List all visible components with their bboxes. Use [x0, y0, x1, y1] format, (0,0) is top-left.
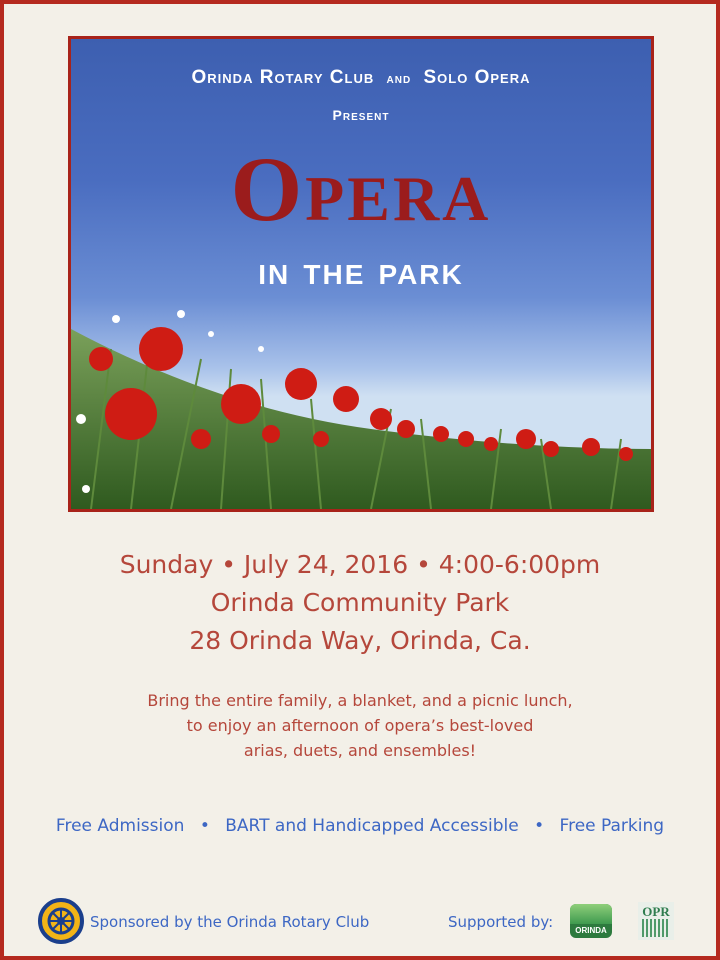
event-description: [4, 688, 716, 763]
separator-dot: •: [534, 816, 545, 836]
description-line: arias, duets, and ensembles!: [243, 741, 477, 760]
rotary-logo-icon: [38, 898, 84, 944]
perk-free-parking: Free Parking: [559, 816, 665, 836]
poppy-field-image: [71, 289, 651, 509]
footer: [38, 896, 678, 946]
description-line: Bring the entire family, a blanket, and a picnic lunch,: [147, 691, 573, 710]
event-address: 28 Orinda Way, Orinda, Ca.: [189, 626, 531, 655]
event-venue: Orinda Community Park: [210, 588, 510, 617]
perk-accessible: BART and Handicapped Accessible: [225, 816, 519, 836]
supported-by-label: Supported by:: [448, 913, 554, 931]
opr-logo: [638, 902, 674, 940]
and-word: and: [386, 70, 412, 86]
separator-dot: •: [199, 816, 210, 836]
perks-line: [4, 816, 716, 836]
event-subtitle: in the park: [258, 249, 464, 293]
perk-free-admission: Free Admission: [55, 816, 185, 836]
presenter-solo-opera: Solo Opera: [423, 67, 531, 88]
orinda-logo-text: ORINDA: [575, 926, 607, 935]
event-date: Sunday • July 24, 2016 • 4:00-6:00pm: [119, 550, 601, 579]
event-title: Opera: [230, 138, 492, 240]
description-line: to enjoy an afternoon of opera’s best-loved: [186, 716, 534, 735]
event-details: [4, 546, 716, 660]
orinda-logo: [570, 904, 612, 938]
opr-logo-text: OPR: [642, 904, 670, 919]
present-word: Present: [332, 107, 390, 123]
presenter-rotary: Orinda Rotary Club: [191, 67, 375, 88]
presenters-line: [71, 67, 651, 89]
hero-image: [68, 36, 654, 512]
sponsor-text: Sponsored by the Orinda Rotary Club: [90, 913, 370, 931]
